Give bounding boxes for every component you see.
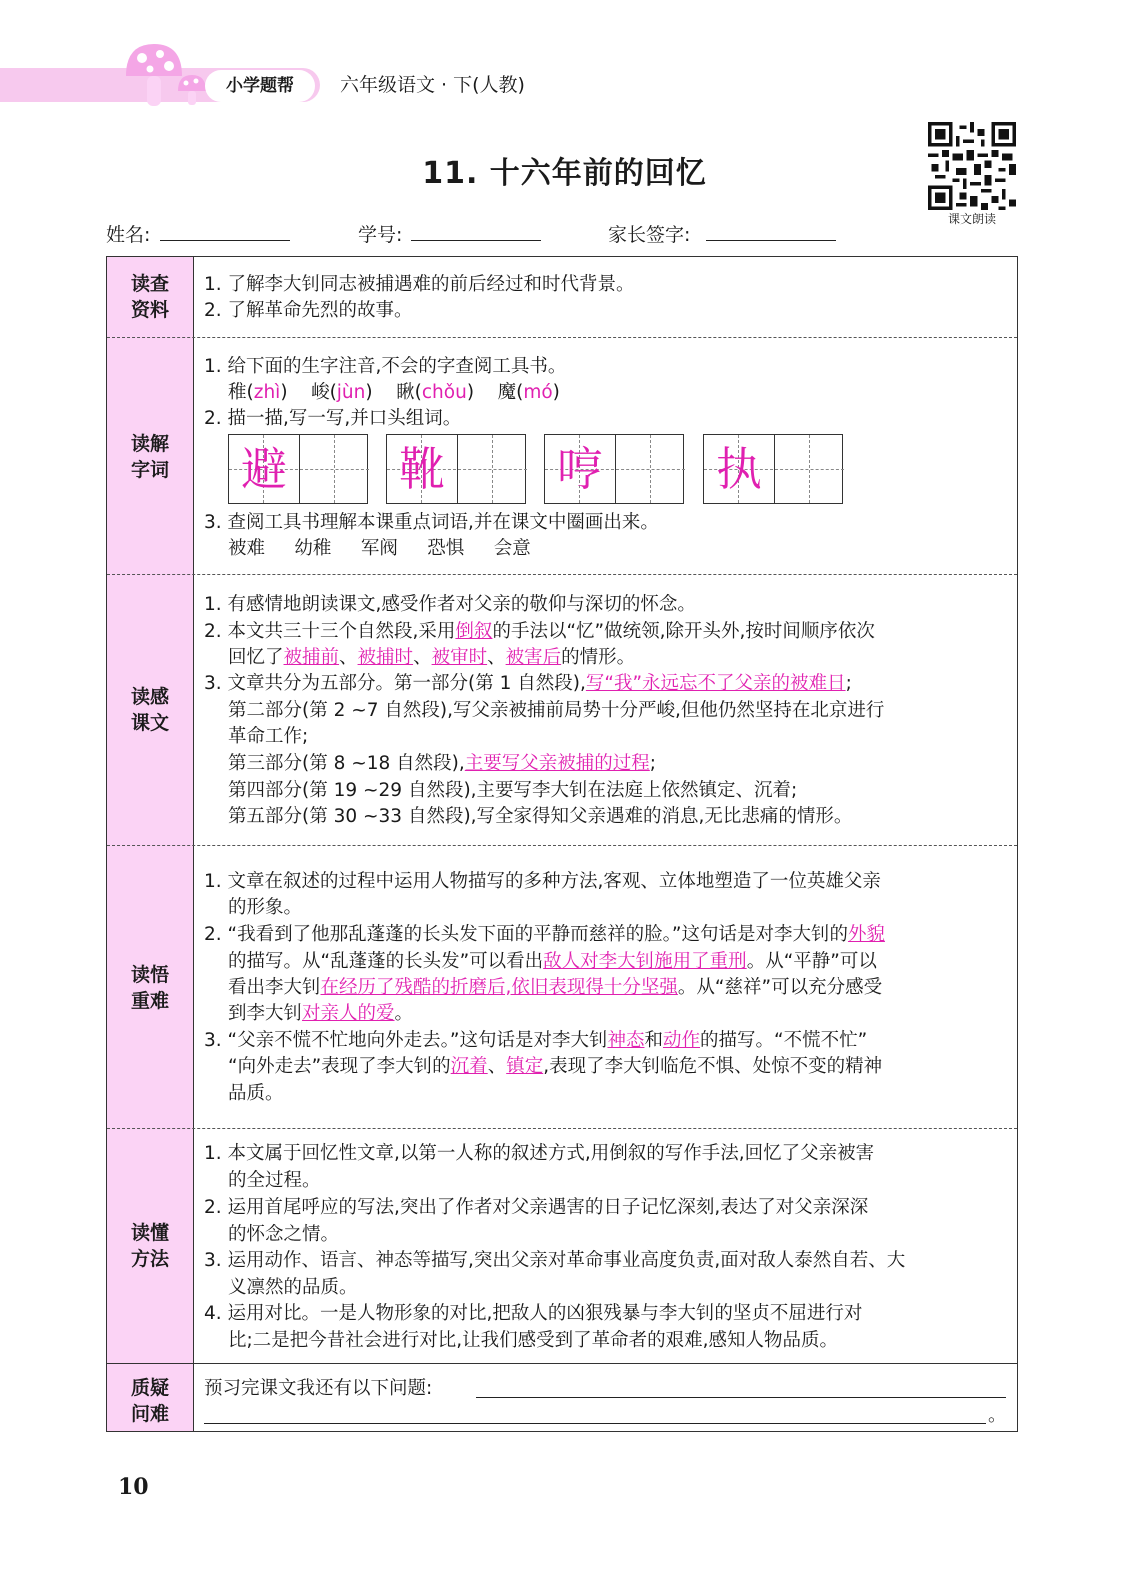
reading-item-2-cont: 回忆了被捕前、被捕时、被审时、被害后的情形。 bbox=[228, 647, 636, 668]
key-word: 幼稚 bbox=[294, 538, 332, 559]
keypoint-item-3: 3. “父亲不慌不忙地向外走去。”这句话是对李大钊神态和动作的描写。“不慌不忙” bbox=[204, 1030, 868, 1051]
answer-text: 沉着 bbox=[450, 1056, 488, 1077]
key-word: 会意 bbox=[493, 538, 531, 559]
brand-label: 小学题帮 bbox=[205, 70, 315, 102]
tracing-cell bbox=[387, 435, 457, 503]
tracing-cell bbox=[704, 435, 774, 503]
answer-text: 被害后 bbox=[505, 647, 562, 668]
keypoint-item-2: 2. “我看到了他那乱蓬蓬的长头发下面的平静而慈祥的脸。”这句话是对李大钊的外貌 bbox=[204, 924, 885, 945]
row-divider bbox=[107, 1363, 1017, 1364]
questions-prompt: 预习完课文我还有以下问题: bbox=[204, 1378, 433, 1399]
method-item-4: 4. 运用对比。一是人物形象的对比,把敌人的凶狠残暴与李大钊的坚贞不屈进行对 bbox=[204, 1303, 863, 1324]
answer-text: 被审时 bbox=[431, 647, 488, 668]
key-words-row bbox=[228, 536, 531, 562]
key-word: 恐惧 bbox=[427, 538, 465, 559]
pinyin-row: 稚(zhì) 峻(jùn) 瞅(chǒu) 魔(mó) bbox=[228, 382, 560, 403]
pinyin-char: 峻 bbox=[311, 382, 330, 403]
method-item-2-cont: 的怀念之情。 bbox=[228, 1224, 340, 1245]
method-item-1-cont: 的全过程。 bbox=[228, 1170, 321, 1191]
section-label-reading: 读感 课文 bbox=[130, 686, 169, 734]
name-label: 姓名: bbox=[106, 224, 151, 246]
method-item-1: 1. 本文属于回忆性文章,以第一人称的叙述方式,用倒叙的写作手法,回忆了父亲被害 bbox=[204, 1143, 875, 1164]
keypoint-item-1: 1. 文章在叙述的过程中运用人物描写的多种方法,客观、立体地塑造了一位英雄父亲 bbox=[204, 871, 881, 892]
pinyin-char: 瞅 bbox=[396, 382, 415, 403]
answer-text: 主要写父亲被捕的过程 bbox=[464, 753, 650, 774]
reading-item-3-part5: 第五部分(第 30 ~33 自然段),写全家得知父亲遇难的消息,无比悲痛的情形。 bbox=[228, 806, 853, 827]
row-divider bbox=[107, 337, 1017, 338]
answer-text: 神态 bbox=[607, 1030, 645, 1051]
row-divider bbox=[107, 845, 1017, 846]
practice-cell[interactable] bbox=[457, 435, 528, 503]
reading-item-3-part4: 第四部分(第 19 ~29 自然段),主要写李大钊在法庭上依然镇定、沉着; bbox=[228, 780, 798, 801]
pinyin-answer: mó bbox=[523, 382, 553, 403]
method-item-2: 2. 运用首尾呼应的写法,突出了作者对父亲遇害的日子记忆深刻,表达了对父亲深深 bbox=[204, 1197, 869, 1218]
trace-char: 执 bbox=[716, 442, 762, 496]
pinyin-answer: jùn bbox=[336, 382, 366, 403]
parent-signature-label: 家长签字: bbox=[608, 224, 691, 246]
vocab-question-3: 3. 查阅工具书理解本课重点词语,并在课文中圈画出来。 bbox=[204, 512, 659, 533]
method-item-4-cont: 比;二是把今昔社会进行对比,让我们感受到了革命者的艰难,感知人物品质。 bbox=[228, 1330, 838, 1351]
reading-item-1: 1. 有感情地朗读课文,感受作者对父亲的敬仰与深切的怀念。 bbox=[204, 594, 696, 615]
keypoint-item-1-cont: 的形象。 bbox=[228, 897, 303, 918]
section-label-vocabulary: 读解 字词 bbox=[130, 433, 169, 481]
row-divider bbox=[107, 1128, 1017, 1129]
keypoint-item-2-cont: 看出李大钊在经历了残酷的折磨后,依旧表现得十分坚强。从“慈祥”可以充分感受 bbox=[228, 977, 883, 998]
name-field[interactable] bbox=[160, 240, 290, 241]
page-number: 10 bbox=[118, 1474, 149, 1500]
question-answer-line[interactable] bbox=[476, 1397, 1006, 1398]
research-item-2: 2. 了解革命先烈的故事。 bbox=[204, 300, 413, 321]
answer-text: 在经历了残酷的折磨后,依旧表现得十分坚强 bbox=[320, 977, 678, 998]
practice-cell[interactable] bbox=[774, 435, 845, 503]
answer-text: 被捕时 bbox=[357, 647, 414, 668]
keypoint-item-3-cont: “向外走去”表现了李大钊的沉着、镇定,表现了李大钊临危不惧、处惊不变的精神 bbox=[228, 1056, 883, 1077]
student-number-field[interactable] bbox=[411, 240, 541, 241]
trace-char: 靴 bbox=[399, 442, 445, 496]
keypoint-item-3-cont: 品质。 bbox=[228, 1083, 284, 1104]
vocab-question-1: 1. 给下面的生字注音,不会的字查阅工具书。 bbox=[204, 356, 567, 377]
answer-text: 镇定 bbox=[506, 1056, 544, 1077]
answer-text: 外貌 bbox=[847, 924, 885, 945]
qr-caption: 课文朗读 bbox=[947, 212, 996, 226]
practice-cell[interactable] bbox=[299, 435, 370, 503]
section-label-questions: 质疑 问难 bbox=[130, 1377, 169, 1425]
keypoint-item-2-cont: 到李大钊对亲人的爱。 bbox=[228, 1003, 414, 1024]
answer-text: 敌人对李大钊施用了重刑 bbox=[543, 951, 747, 972]
writing-grid[interactable] bbox=[386, 434, 526, 504]
trace-char: 哼 bbox=[557, 442, 603, 496]
answer-text: 被捕前 bbox=[283, 647, 340, 668]
vocab-question-2: 2. 描一描,写一写,并口头组词。 bbox=[204, 408, 462, 429]
section-label-key-points: 读悟 重难 bbox=[130, 964, 169, 1012]
reading-item-3-part2: 第二部分(第 2 ~7 自然段),写父亲被捕前局势十分严峻,但他仍然坚持在北京进行 bbox=[228, 700, 885, 721]
small-mushroom-icon bbox=[176, 74, 208, 106]
parent-signature-field[interactable] bbox=[706, 240, 836, 241]
section-label-methods: 读懂 方法 bbox=[130, 1222, 169, 1270]
reading-item-3-part2-cont: 革命工作; bbox=[228, 726, 309, 747]
row-divider bbox=[107, 574, 1017, 575]
question-answer-line[interactable] bbox=[204, 1423, 986, 1424]
writing-grid[interactable] bbox=[703, 434, 843, 504]
section-label-research: 读查 资料 bbox=[130, 273, 169, 321]
practice-cell[interactable] bbox=[615, 435, 686, 503]
key-word: 被难 bbox=[228, 538, 266, 559]
pinyin-char: 魔 bbox=[497, 382, 517, 403]
writing-grid[interactable] bbox=[228, 434, 368, 504]
qr-code-icon[interactable] bbox=[928, 122, 1016, 210]
reading-item-2: 2. 本文共三十三个自然段,采用倒叙的手法以“忆”做统领,除开头外,按时间顺序依次 bbox=[204, 621, 875, 642]
pinyin-answer: zhì bbox=[253, 382, 281, 403]
trace-char: 避 bbox=[241, 442, 287, 496]
pinyin-char: 稚 bbox=[228, 382, 247, 403]
answer-text: 写“我”永远忘不了父亲的被难日 bbox=[585, 673, 846, 694]
column-divider bbox=[193, 257, 194, 1431]
research-item-1: 1. 了解李大钊同志被捕遇难的前后经过和时代背景。 bbox=[204, 274, 635, 295]
pinyin-answer: chǒu bbox=[421, 382, 467, 403]
student-number-label: 学号: bbox=[358, 224, 403, 246]
book-subtitle: 六年级语文 · 下(人教) bbox=[340, 74, 525, 96]
end-punctuation: 。 bbox=[988, 1405, 1007, 1426]
method-item-3-cont: 义凛然的品质。 bbox=[228, 1277, 358, 1298]
keypoint-item-2-cont: 的描写。从“乱蓬蓬的长头发”可以看出敌人对李大钊施用了重刑。从“平静”可以 bbox=[228, 951, 877, 972]
reading-item-3: 3. 文章共分为五部分。第一部分(第 1 自然段),写“我”永远忘不了父亲的被难日; bbox=[204, 673, 852, 694]
reading-item-3-part3: 第三部分(第 8 ~18 自然段),主要写父亲被捕的过程; bbox=[228, 753, 657, 774]
answer-text: 倒叙 bbox=[455, 621, 493, 642]
answer-text: 对亲人的爱 bbox=[302, 1003, 395, 1024]
tracing-cell bbox=[229, 435, 299, 503]
answer-text: 动作 bbox=[662, 1030, 700, 1051]
tracing-cell bbox=[545, 435, 615, 503]
key-word: 军阀 bbox=[360, 538, 398, 559]
lesson-title: 11. 十六年前的回忆 bbox=[422, 156, 707, 191]
method-item-3: 3. 运用动作、语言、神态等描写,突出父亲对革命事业高度负责,面对敌人泰然自若、大 bbox=[204, 1250, 906, 1271]
writing-grid[interactable] bbox=[544, 434, 684, 504]
